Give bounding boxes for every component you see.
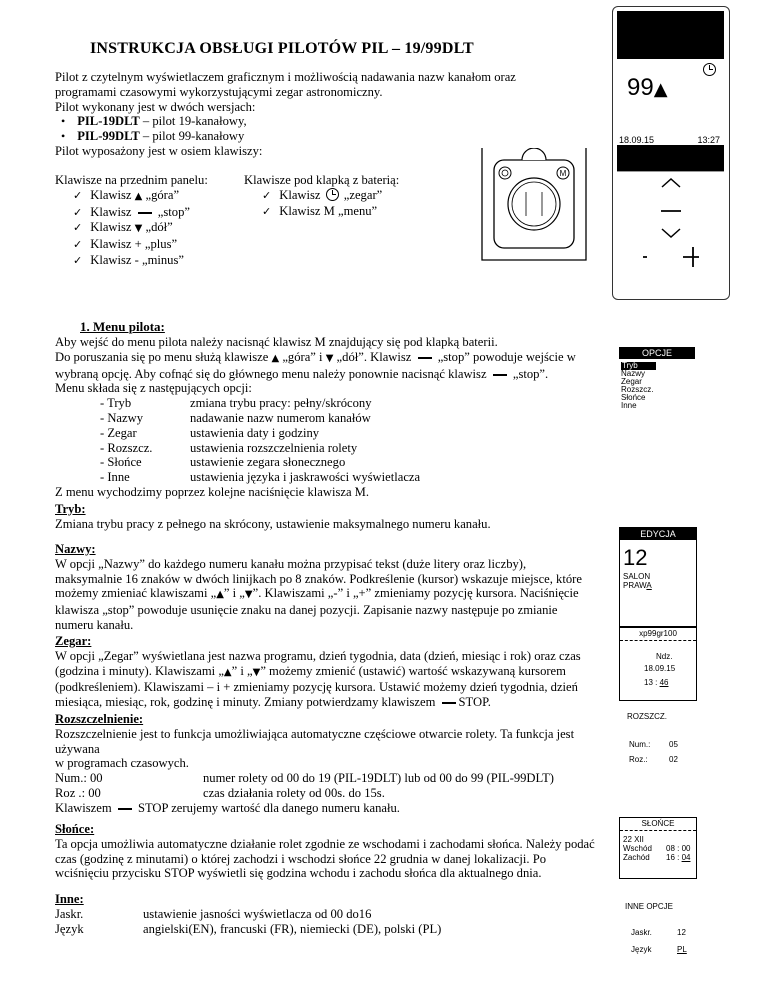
slonce-date: 22 XII — [623, 835, 644, 844]
screen-header: EDYCJA — [620, 528, 696, 540]
up-triangle-icon: ▲ — [134, 190, 143, 202]
m-key-label: M — [559, 169, 567, 178]
remote-display — [617, 11, 724, 171]
rozszcz-heading: Rozszczelnienie: — [55, 712, 144, 726]
menu-option-name: - Rozszcz. — [100, 440, 153, 455]
zegar-line: W opcji „Zegar” wyświetlana jest nazwa programu, dzień tygodnia, data (dzień, miesiąc i rok) oraz czas — [55, 648, 581, 663]
slonce-line: czas (godzinę z minutami) o której zachodzi i wschodzi słońce 22 grudnia w danej lokalizacji. Po — [55, 851, 546, 866]
remote-control — [612, 6, 730, 300]
nazwy-section — [55, 542, 582, 633]
up-triangle-icon: ▲ — [653, 79, 668, 100]
version-item: • PIL-99DLT – pilot 99-kanałowy — [55, 129, 516, 144]
menu-option-desc: ustawienia daty i godziny — [190, 425, 320, 440]
display-date: 18.09.15 — [619, 135, 655, 145]
slonce-sunset-value: 16 : 04 — [666, 853, 691, 862]
battery-keys-heading: Klawisze pod klapką z baterią: — [244, 173, 400, 187]
opcje-item: Nazwy — [621, 369, 646, 378]
zegar-line: miesiąca, miesiąc, rok, godzinę i minuty. Zmiany potwierdzamy klawiszem STOP. — [55, 695, 491, 710]
nazwy-line: numeru kanału. — [55, 617, 134, 632]
inne-language-label: Język — [631, 945, 652, 954]
stop-dash-icon — [493, 374, 507, 376]
nazwy-heading: Nazwy: — [55, 542, 96, 556]
version-item: • PIL-19DLT – pilot 19-kanałowy, — [55, 114, 516, 129]
menu-option-name: - Inne — [100, 470, 130, 485]
rozszcz-num-value: 05 — [669, 740, 678, 749]
menu-option-row — [55, 455, 576, 470]
key-clock: ✓ Klawisz „zegar” — [244, 188, 399, 204]
stop-dash-icon — [118, 808, 132, 810]
rozszcz-num-label: Num.: — [629, 740, 651, 749]
inne-section — [55, 892, 441, 936]
screen-header: ROZSZCZ. — [627, 712, 667, 721]
menu-line: Do poruszania się po menu służą klawisze ▲ „góra” i ▼ „dół”. Klawisz „stop” powoduje wejście w — [55, 349, 576, 364]
key-menu: ✓ Klawisz M „menu” — [244, 204, 399, 220]
key-plus: ✓ Klawisz + „plus” — [55, 237, 208, 253]
menu-option-row — [55, 470, 576, 485]
zegar-line: (godzina i minuty). Klawiszami „▲” i „▼” możemy zmienić (ustawić) wartość wskazywaną kursorem — [55, 663, 566, 678]
intro-line: Pilot z czytelnym wyświetlaczem graficznym i możliwością nadawania nazw kanałom oraz — [55, 70, 516, 84]
battery-keys-list — [244, 173, 399, 219]
screen-zegar — [619, 627, 697, 701]
slonce-sunset-label: Zachód — [623, 853, 650, 862]
front-keys-list — [55, 173, 208, 269]
inne-brightness-value: 12 — [677, 928, 686, 937]
slonce-sunrise-value: 08 : 00 — [666, 844, 691, 853]
page-title: INSTRUKCJA OBSŁUGI PILOTÓW PIL – 19/99DLT — [90, 40, 474, 57]
zegar-line: (podkreśleniem). Klawiszami – i + zmieniamy pozycję kursora. Ustawić możemy dzień tygodnia, dzień — [55, 680, 578, 695]
screen-header: INNE OPCJE — [625, 902, 674, 911]
clock-icon — [326, 188, 339, 201]
rozszcz-roz-row: Roz .: 00 czas działania rolety od 00s. do 15s. — [55, 785, 385, 800]
rozszcz-num-row: Num.: 00 numer rolety od 00 do 19 (PIL-19DLT) lub od 00 do 99 (PIL-99DLT) — [55, 771, 554, 786]
rozszcz-line: Rozszczelnienie jest to funkcja umożliwiająca automatyczne częściowe otwarcie rolety. Ta funkcja jest — [55, 726, 575, 741]
remote-buttons — [643, 173, 699, 293]
opcje-item: Zegar — [621, 377, 642, 386]
slonce-line: Ta opcja umożliwia automatyczne działanie rolet zgodnie ze wschodami i zachodami słońca. Należy podać — [55, 836, 595, 851]
stop-dash-icon — [418, 357, 432, 359]
menu-option-row — [55, 441, 576, 456]
battery-compartment-diagram — [478, 148, 592, 266]
nazwy-line: W opcji „Nazwy” do każdego numeru kanału można przypisać tekst (duże litery oraz liczby), — [55, 556, 527, 571]
opcje-item: Tryb — [621, 362, 656, 370]
key-up: ✓ Klawisz ▲ „góra” — [55, 188, 208, 205]
intro-line: Pilot wykonany jest w dwóch wersjach: — [55, 99, 256, 114]
stop-dash-icon — [138, 212, 152, 214]
menu-option-name: - Słońce — [100, 455, 142, 470]
nazwy-line: maksymalnie 16 znaków w dwóch linijkach po 8 znaków. Podkreślenie (kursor) wskazuje miejsce, które — [55, 571, 582, 586]
nazwy-line: możemy zmieniać klawiszami „▲” i „▼”. Klawiszami „-” i „+” zmieniamy pozycję kursora. Naciśnięcie — [55, 586, 579, 601]
stop-dash-icon — [442, 702, 456, 704]
menu-line: Menu składa się z następujących opcji: — [55, 381, 252, 396]
menu-option-row — [55, 426, 576, 441]
rozszcz-roz-label: Roz.: — [629, 755, 648, 764]
screen-edycja — [619, 527, 697, 627]
screen-opcje — [619, 347, 695, 410]
screen-slonce — [619, 817, 697, 879]
intro-text — [55, 70, 516, 159]
rozszcz-section — [55, 712, 574, 816]
inne-heading: Inne: — [55, 892, 84, 906]
zegar-section — [55, 634, 581, 710]
menu-heading: 1. Menu pilota: — [80, 319, 165, 334]
down-triangle-icon: ▼ — [134, 223, 143, 235]
menu-option-desc: ustawienia rozszczelnienia rolety — [190, 440, 358, 455]
front-keys-heading: Klawisze na przednim panelu: — [55, 173, 208, 187]
menu-option-desc: ustawienia języka i jaskrawości wyświetlacza — [190, 470, 421, 485]
display-time: 13:27 — [697, 135, 720, 145]
menu-option-row — [55, 411, 576, 426]
up-button[interactable] — [662, 179, 680, 187]
intro-line: Pilot wyposażony jest w osiem klawiszy: — [55, 143, 263, 158]
intro-line: programami czasowymi wykorzystującymi zegar astronomiczny. — [55, 84, 383, 99]
rozszcz-line: Klawiszem STOP zerujemy wartość dla danego numeru kanału. — [55, 800, 400, 815]
rozszcz-line: w programach czasowych. — [55, 756, 189, 771]
key-stop: ✓ Klawisz „stop” — [55, 205, 208, 221]
zegar-date: 18.09.15 — [644, 664, 676, 673]
menu-option-name: - Tryb — [100, 396, 132, 411]
menu-option-row — [55, 396, 576, 411]
menu-line: Aby wejść do menu pilota należy nacisnąć klawisz M znajdujący się pod klapką baterii. — [55, 335, 498, 349]
tryb-heading: Tryb: — [55, 502, 86, 516]
screen-header: xp99gr100 — [620, 628, 696, 641]
screen-inne — [619, 897, 695, 965]
edycja-line2: PRAWA — [623, 581, 652, 590]
menu-option-name: - Nazwy — [100, 410, 144, 425]
nazwy-line: klawisza „stop” powoduje usunięcie znaku na danej pozycji. Zapisanie nazwy następuje po zmianie — [55, 603, 558, 618]
rozszcz-line: używana — [55, 741, 100, 756]
down-button[interactable] — [662, 229, 680, 237]
up-triangle-icon: ▲ — [216, 589, 224, 601]
zegar-time: 13 : 46 — [644, 678, 669, 687]
menu-text — [55, 335, 576, 500]
rozszcz-roz-value: 02 — [669, 755, 678, 764]
inne-row: Jaskr. ustawienie jasności wyświetlacza od 00 do16 — [55, 906, 372, 921]
screen-header: OPCJE — [619, 347, 695, 359]
opcje-item: Inne — [621, 401, 637, 410]
screen-header: SŁOŃCE — [620, 818, 696, 831]
slonce-section — [55, 822, 595, 881]
slonce-heading: Słońce: — [55, 822, 95, 836]
tryb-text: Zmiana trybu pracy z pełnego na skrócony, ustawienie maksymalnego numeru kanału. — [55, 516, 491, 531]
down-triangle-icon: ▼ — [252, 666, 261, 678]
tryb-section — [55, 502, 491, 532]
down-triangle-icon: ▼ — [244, 589, 253, 601]
edycja-line1: SALON — [623, 572, 651, 581]
key-down: ✓ Klawisz ▼ „dół” — [55, 220, 208, 237]
inne-brightness-label: Jaskr. — [631, 928, 652, 937]
menu-option-desc: nadawanie nazw numerom kanałów — [190, 410, 371, 425]
up-triangle-icon: ▲ — [271, 352, 280, 364]
zegar-heading: Zegar: — [55, 634, 92, 648]
channel-number: 99▲ — [627, 74, 668, 101]
slonce-line: wciśnięciu przycisku STOP wyświetli się godzina wchodu i zachodu słońca dla aktualnego dnia. — [55, 866, 542, 881]
menu-line: wybraną opcję. Aby cofnąć się do głównego menu należy ponownie nacisnąć klawisz „stop”. — [55, 366, 549, 381]
inne-language-value: PL — [677, 945, 687, 954]
zegar-day: Ndz. — [656, 652, 673, 661]
opcje-item: Rozszcz. — [621, 385, 654, 394]
key-minus: ✓ Klawisz - „minus” — [55, 253, 208, 269]
menu-option-desc: zmiana trybu pracy: pełny/skrócony — [190, 396, 372, 411]
screen-rozszcz — [619, 710, 695, 778]
down-triangle-icon: ▼ — [325, 352, 334, 364]
up-triangle-icon: ▲ — [223, 666, 232, 678]
opcje-item: Słońce — [621, 393, 646, 402]
slonce-sunrise-label: Wschód — [623, 844, 652, 853]
clock-icon — [703, 63, 716, 76]
edycja-number: 12 — [623, 545, 648, 570]
menu-option-desc: ustawienie zegara słonecznego — [190, 455, 346, 470]
inne-row: Język angielski(EN), francuski (FR), niemiecki (DE), polski (PL) — [55, 921, 442, 936]
menu-line: Z menu wychodzimy poprzez kolejne naciśnięcie klawisza M. — [55, 484, 370, 499]
menu-option-name: - Zegar — [100, 425, 137, 440]
